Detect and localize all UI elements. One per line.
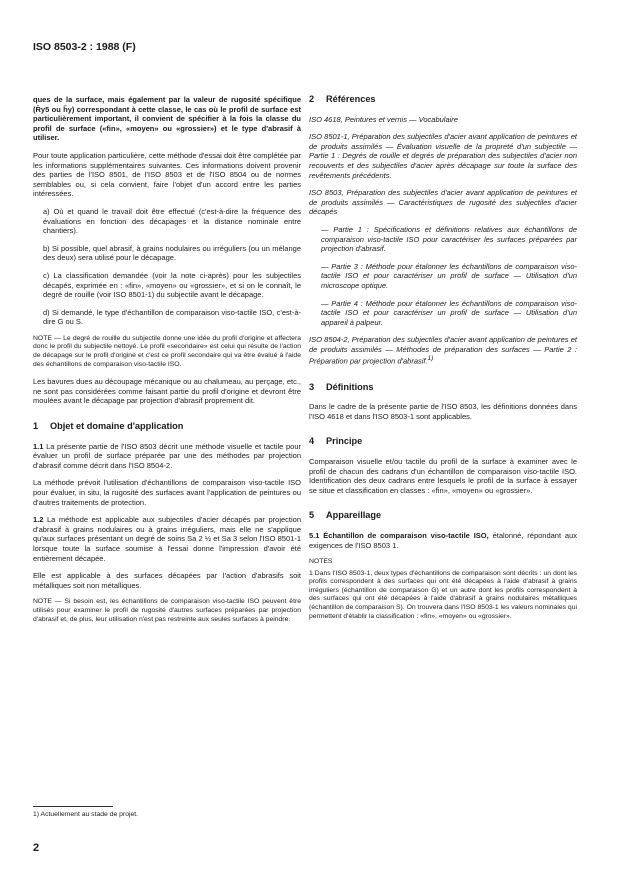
intro-bold-paragraph: ques de la surface, mais également par la valeur de rugosité spécifique (R̄y5 ou h̄y) correspondant à cette classe, le cas où le profil de surface est particulièrement important, il convient de spécifier à la fois la classe du profil de surface («fin», «moyen» ou «grossier») et le type d'abrasif à utiliser.	[33, 95, 301, 143]
list-item-b: b) Si possible, quel abrasif, à grains nodulaires ou irréguliers (ou un mélange des deux) sera utilisé pour le décapage.	[43, 243, 301, 263]
section-title: Appareillage	[326, 510, 382, 521]
definitions-paragraph: Dans le cadre de la présente partie de l'ISO 8503, les définitions données dans l'ISO 4618 et dans l'ISO 8503-1 sont applicables.	[309, 402, 577, 421]
section-title: Objet et domaine d'application	[50, 421, 184, 432]
info-paragraph: Pour toute application particulière, cette méthode d'essai doit être complétée par les informations supplémentaires suivantes. Ces informations doivent provenir des parties de l'ISO 8501, de l'ISO 8503 et de l'ISO 8504 ou de normes semblables ou, si cela convient, faire l'objet d'un accord entre les parties intéressées.	[33, 150, 301, 199]
notes-title: NOTES	[309, 558, 333, 566]
list-item-d: d) Si demandé, le type d'échantillon de comparaison viso-tactile ISO, c'est-à-dire G ou S.	[43, 307, 301, 327]
section-number: 3	[309, 381, 315, 392]
footnote: 1) Actuellement au stade de projet.	[33, 811, 139, 818]
section-heading-5	[309, 511, 577, 521]
bavures-paragraph: Les bavures dues au découpage mécanique ou au chalumeau, au perçage, etc., ne sont pas considérées comme faisant partie du profil d'origine et devront être moulées avant le décapage par projection d'abrasif proprement dit.	[33, 377, 301, 406]
section-title: Définitions	[326, 381, 374, 392]
note-rust-grade: NOTE — Le degré de rouille du subjectile donne une idée du profil d'origine et affectera donc le profil du subjectile nettoyé. Le profil «secondaire» est celui qui résulte de l'action de décapage sur le profil d'origine et c'est ce profil secondaire qui va être évalué à l'aide des échantillons de comparaison viso-tactile ISO.	[33, 334, 301, 368]
footnote-marker: 1)	[427, 355, 434, 363]
section-number: 5	[309, 510, 315, 521]
page-number: 2	[33, 842, 40, 854]
section-heading-4	[309, 437, 577, 447]
reference-iso-8504-2: ISO 8504-2, Préparation des subjectiles d'acier avant application de peintures et de produits assimilés — Méthodes de préparation des surfaces — Partie 2 : Préparation par projection d'abrasif.$^{1)}$	[309, 335, 577, 366]
section-heading-2	[309, 95, 577, 105]
list-item-c: c) La classification demandée (voir la note ci-après) pour les subjectiles décapés, exprimée en : «fin», «moyen» ou «grossier», et si on le connaît, le degré de rouille (voir ISO 8501-1) du subjectile avant le décapage.	[43, 270, 301, 300]
clause-1-2-abrasives: Elle est applicable à des surfaces décapées par l'action d'abrasifs soit métalliques soit non métalliques.	[33, 571, 301, 590]
note-comparators: NOTE — Si besoin est, les échantillons de comparaison viso-tactile ISO peuvent être utilisés pour examiner le profil de rugosité d'autres surfaces préparées par projection d'abrasif et, de plus, leur utilisation n'est pas restreinte aux seules surfaces à peindre.	[33, 598, 301, 623]
section-heading-1	[33, 422, 301, 432]
right-column	[309, 95, 577, 629]
clause-5-1: 5.1 Échantillon de comparaison viso-tactile ISO, étalonné, répondant aux exigences de l'ISO 8503 1.	[309, 530, 577, 550]
document-header: ISO 8503-2 : 1988 (F)	[33, 41, 136, 53]
clause-1-1-method: La méthode prévoit l'utilisation d'échantillons de comparaison viso-tactile ISO pour évaluer, in situ, la rugosité des surfaces avant l'application de peintures ou d'autres traitements de protection.	[33, 478, 301, 507]
footnote-rule	[33, 806, 113, 807]
clause-1-2: 1.2 La méthode est applicable aux subjectiles d'acier décapés par projection d'abrasif à grains nodulaires ou à grains irréguliers, mais elle ne s'applique qu'aux surfaces présentant un degré de soins Sa 2 ½ et Sa 3 selon l'ISO 8501-1 lorsque toute la surface soumise à l'essai donne l'impression d'avoir été entièrement décapée.	[33, 515, 301, 563]
reference-iso-8501-1: ISO 8501-1, Préparation des subjectiles d'acier avant application de peintures et de produits assimilés — Évaluation visuelle de la propreté d'un subjectile — Partie 1 : Degrés de rouille et degrés de préparation des subjectiles d'acier non recouverts et des subjectiles d'acier après décapage sur toute la surface des revêtements précédents.	[309, 132, 577, 180]
section-title: Références	[326, 94, 376, 104]
note-1-comparator-types: 1 Dans l'ISO 8503-1, deux types d'échantillons de comparaison sont décrits : un dont les profils correspondent à des surfaces qui ont été décapées à l'aide d'abrasif à grains irréguliers (échantillon de comparaison G) et un autre dont les profils correspondent à des surfaces qui ont été décapées à l'aide d'abrasif à grains nodulaires métalliques (échantillon de comparaison S). On trouvera dans l'ISO 8503-1 les valeurs nominales qui permettent d'établir la classification : «fin», «moyen» ou «grossier».	[309, 569, 577, 620]
section-title: Principe	[326, 436, 363, 447]
section-number: 4	[309, 436, 315, 447]
principle-paragraph: Comparaison visuelle et/ou tactile du profil de la surface à examiner avec le profil de chacun des cadrans d'un échantillon de comparaison viso-tactile ISO. Identification des deux cadrans entre lesquels le profil de la surface à essayer se situe et classification en classes : «fin», «moyen» ou «grossier».	[309, 456, 577, 495]
left-column	[33, 95, 301, 632]
section-heading-3	[309, 383, 577, 393]
section-number: 1	[33, 421, 39, 432]
section-number: 2	[309, 94, 315, 104]
reference-iso-4618: ISO 4618, Peintures et vernis — Vocabulaire	[309, 114, 458, 124]
list-item-a: a) Où et quand le travail doit être effectué (c'est-à-dire la fréquence des évaluations en fonction des décapages et la distance nominale entre chantiers).	[43, 206, 301, 236]
clause-1-1: 1.1 La présente partie de l'ISO 8503 décrit une méthode visuelle et tactile pour évaluer un profil de surface préparée par une des méthodes par projection d'abrasif comme décrit dans l'ISO 8504-2.	[33, 441, 301, 470]
reference-iso-8503: ISO 8503, Préparation des subjectiles d'acier avant application de peintures et de produits assimilés — Caractéristiques de rugosité des subjectiles d'acier décapés	[309, 188, 577, 217]
reference-part-3: — Partie 3 : Méthode pour étalonner les échantillons de comparaison viso-tactile ISO et pour caractériser un profil de surface — Utilisation d'un microscope optique.	[321, 261, 577, 290]
reference-part-4: — Partie 4 : Méthode pour étalonner les échantillons de comparaison viso-tactile ISO et pour caractériser un profil de surface — Utilisation d'un appareil à palpeur.	[321, 298, 577, 327]
reference-part-1: — Partie 1 : Spécifications et définitions relatives aux échantillons de comparaison viso-tactile ISO pour caractériser les surfaces préparées par projection d'abrasif.	[321, 224, 577, 254]
